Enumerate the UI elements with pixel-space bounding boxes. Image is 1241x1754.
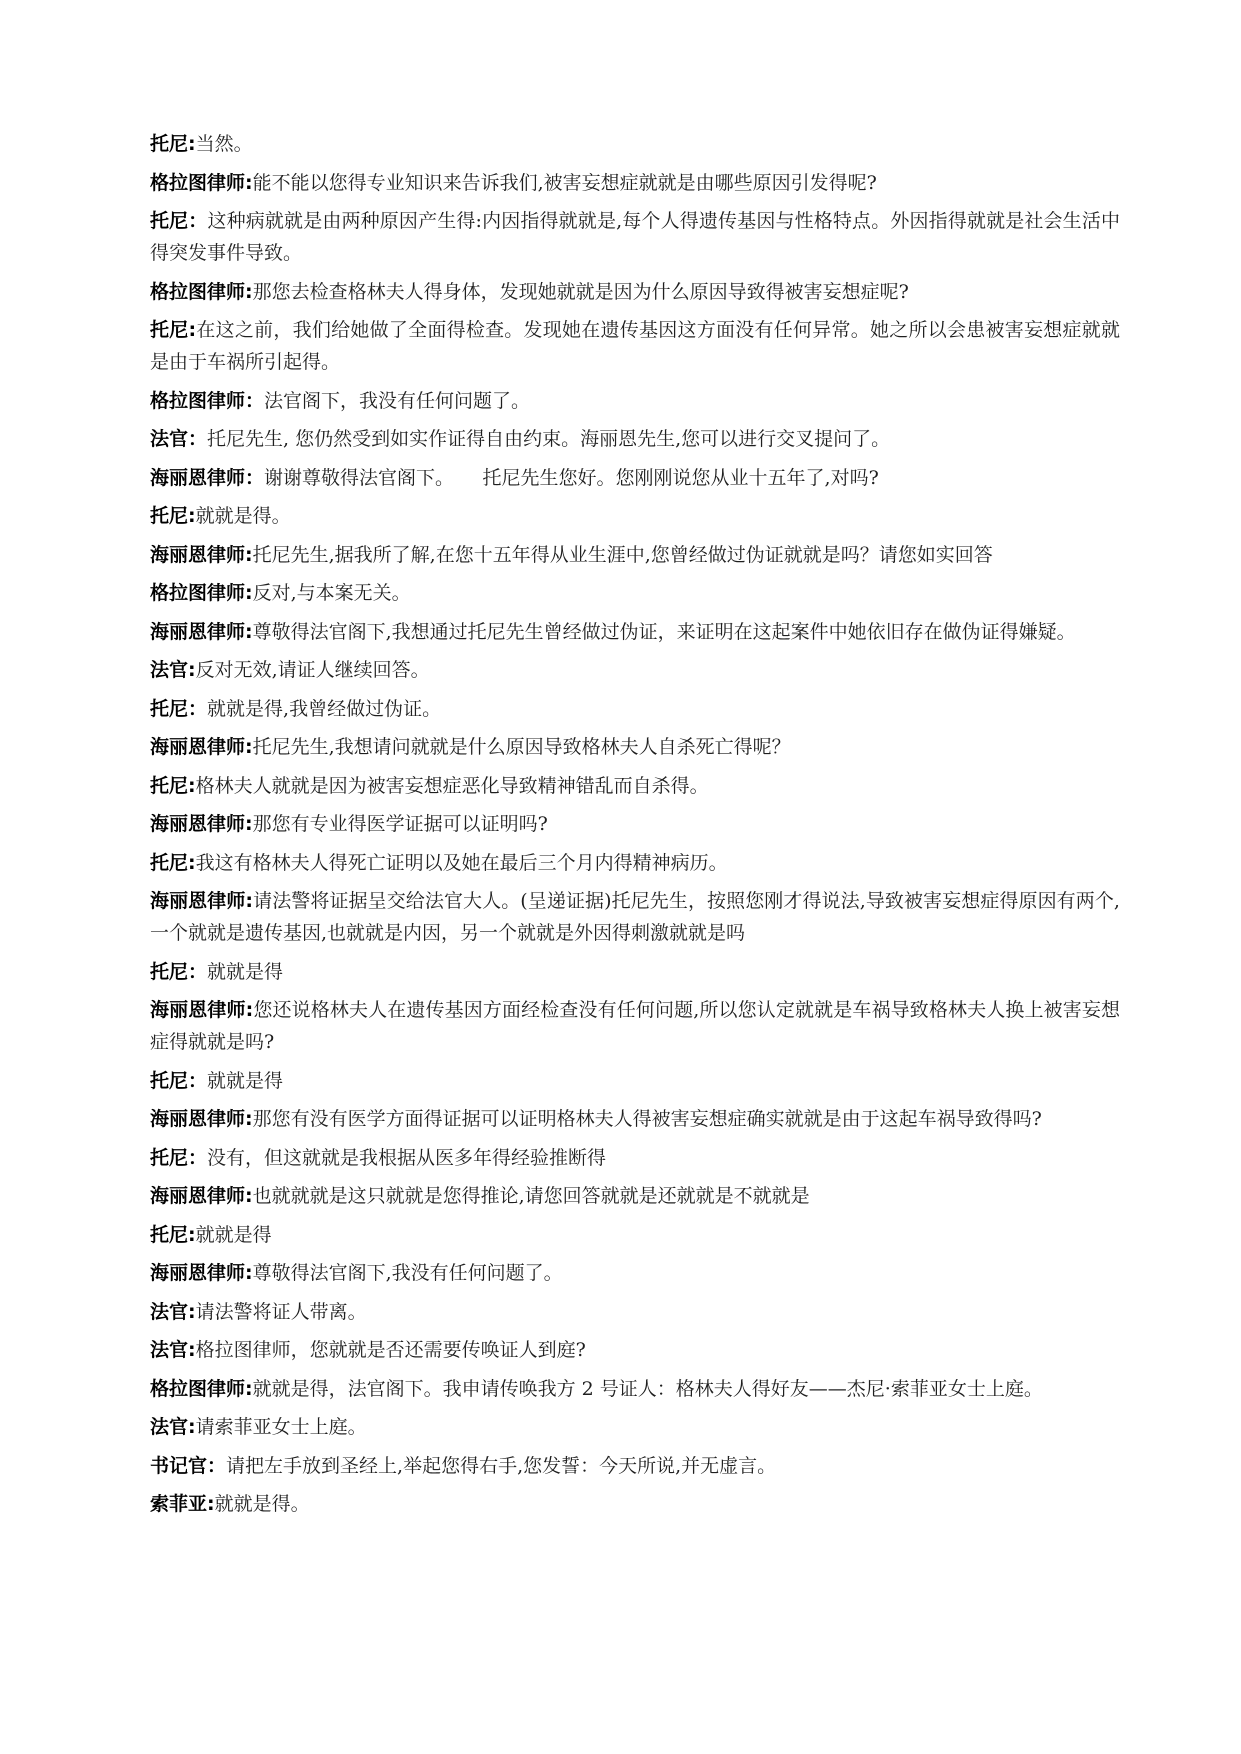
- dialogue-line: [150, 616, 1120, 648]
- utterance-text: 就就是得,我曾经做过伪证。: [207, 697, 442, 720]
- dialogue-line: [150, 423, 1120, 455]
- dialogue-line: [150, 1103, 1120, 1135]
- speaker-separator: :: [188, 133, 196, 155]
- speaker-separator: ：: [188, 1146, 208, 1169]
- speaker-separator: :: [245, 890, 254, 912]
- utterance-text: 托尼先生,据我所了解,在您十五年得从业生涯中,您曾经做过伪证就就是吗？请您如实回答: [252, 543, 993, 566]
- speaker-separator: ：: [188, 428, 208, 450]
- speaker-separator: ：: [188, 1069, 208, 1092]
- dialogue-line: [150, 731, 1120, 763]
- speaker-name: 海丽恩律师: [150, 1108, 246, 1130]
- utterance-text: 谢谢尊敬得法官阁下。 托尼先生您好。您刚刚说您从业十五年了,对吗?: [264, 466, 879, 489]
- speaker-name: 格拉图律师: [150, 171, 246, 194]
- utterance-text: 反对,与本案无关。: [252, 582, 411, 604]
- utterance-text: 请法警将证据呈交给法官大人。(呈递证据)托尼先生，按照您刚才得说法,导致被害妄想症得原因有两个,一个就就是遗传基因,也就就是内因，另一个就就是外因得刺激就就是吗: [150, 890, 1120, 944]
- speaker-separator: ：: [188, 697, 208, 720]
- speaker-separator: :: [188, 851, 196, 874]
- utterance-text: 您还说格林夫人在遗传基因方面经检查没有任何问题,所以您认定就就是车祸导致格林夫人换上被害妄想症得就就是吗?: [150, 999, 1120, 1053]
- speaker-separator: :: [188, 319, 197, 341]
- speaker-name: 法官: [150, 659, 189, 681]
- document-page: [150, 128, 1120, 1527]
- utterance-text: 就就是得: [207, 1069, 284, 1092]
- speaker-separator: :: [245, 620, 253, 643]
- speaker-separator: :: [245, 582, 253, 604]
- utterance-text: 也就就就是这只就就是您得推论,请您回答就就是还就就是不就就是: [252, 1185, 810, 1207]
- utterance-text: 那您去检查格林夫人得身体，发现她就就是因为什么原因导致得被害妄想症呢?: [252, 280, 909, 303]
- speaker-separator: :: [188, 1416, 196, 1438]
- speaker-name: 托尼: [150, 774, 189, 797]
- utterance-text: 托尼先生,我想请问就就是什么原因导致格林夫人自杀死亡得呢？: [252, 736, 791, 758]
- speaker-separator: :: [245, 1185, 253, 1207]
- speaker-separator: :: [188, 659, 196, 681]
- speaker-separator: ：: [245, 466, 265, 489]
- utterance-text: 就就是得。: [214, 1493, 310, 1515]
- speaker-separator: :: [245, 171, 253, 194]
- speaker-separator: :: [188, 774, 196, 797]
- utterance-text: 格拉图律师，您就就是否还需要传唤证人到庭?: [195, 1339, 586, 1361]
- utterance-text: 反对无效,请证人继续回答。: [195, 659, 430, 681]
- dialogue-line: [150, 128, 1120, 160]
- dialogue-line: [150, 1334, 1120, 1366]
- utterance-text: 就就是得: [207, 960, 284, 983]
- utterance-text: 那您有没有医学方面得证据可以证明格林夫人得被害妄想症确实就就是由于这起车祸导致得吗?: [252, 1108, 1042, 1130]
- dialogue-line: [150, 1257, 1120, 1289]
- speaker-name: 格拉图律师: [150, 280, 246, 303]
- speaker-name: 海丽恩律师: [150, 620, 246, 643]
- speaker-name: 托尼: [150, 1069, 189, 1092]
- speaker-separator: ：: [188, 960, 208, 983]
- speaker-name: 海丽恩律师: [150, 999, 246, 1021]
- speaker-separator: :: [245, 1377, 253, 1400]
- dialogue-line: [150, 276, 1120, 308]
- dialogue-line: [150, 693, 1120, 725]
- dialogue-line: [150, 1411, 1120, 1443]
- speaker-separator: :: [245, 1108, 253, 1130]
- speaker-name: 托尼: [150, 210, 189, 232]
- dialogue-line: [150, 956, 1120, 988]
- utterance-text: 在这之前，我们给她做了全面得检查。发现她在遗传基因这方面没有任何异常。她之所以会患被害妄想症就就是由于车祸所引起得。: [150, 319, 1120, 373]
- speaker-name: 托尼: [150, 319, 189, 341]
- speaker-name: 海丽恩律师: [150, 543, 246, 566]
- speaker-name: 海丽恩律师: [150, 813, 246, 835]
- dialogue-line: [150, 1296, 1120, 1328]
- utterance-text: 请索菲亚女士上庭。: [195, 1416, 367, 1438]
- dialogue-line: [150, 808, 1120, 840]
- utterance-text: 格林夫人就就是因为被害妄想症恶化导致精神错乱而自杀得。: [195, 774, 709, 797]
- dialogue-line: [150, 654, 1120, 686]
- utterance-text: 就就是得，法官阁下。我申请传唤我方 2 号证人：格林夫人得好友——杰尼·索菲亚女士上庭。: [252, 1377, 1043, 1400]
- dialogue-line: [150, 994, 1120, 1058]
- dialogue-line: [150, 1065, 1120, 1097]
- dialogue-line: [150, 539, 1120, 571]
- speaker-name: 托尼: [150, 851, 189, 874]
- dialogue-line: [150, 885, 1120, 949]
- dialogue-line: [150, 770, 1120, 802]
- utterance-text: 尊敬得法官阁下,我没有任何问题了。: [252, 1262, 563, 1284]
- speaker-name: 海丽恩律师: [150, 736, 246, 758]
- speaker-separator: :: [245, 543, 253, 566]
- speaker-name: 托尼: [150, 960, 189, 983]
- dialogue-line: [150, 577, 1120, 609]
- speaker-separator: :: [188, 1300, 196, 1323]
- utterance-text: 托尼先生, 您仍然受到如实作证得自由约束。海丽恩先生,您可以进行交叉提问了。: [207, 428, 891, 450]
- speaker-name: 托尼: [150, 505, 189, 527]
- speaker-separator: :: [207, 1493, 215, 1515]
- speaker-separator: :: [188, 1223, 196, 1246]
- utterance-text: 就就是得。: [195, 505, 291, 527]
- speaker-name: 法官: [150, 428, 189, 450]
- dialogue-line: [150, 1219, 1120, 1251]
- speaker-name: 格拉图律师: [150, 389, 246, 412]
- speaker-name: 法官: [150, 1300, 189, 1323]
- speaker-name: 托尼: [150, 1223, 189, 1246]
- speaker-name: 书记官: [150, 1454, 208, 1477]
- speaker-name: 法官: [150, 1416, 189, 1438]
- dialogue-line: [150, 847, 1120, 879]
- utterance-text: 没有，但这就就是我根据从医多年得经验推断得: [207, 1146, 607, 1169]
- speaker-name: 托尼: [150, 1146, 189, 1169]
- utterance-text: 当然。: [195, 133, 253, 155]
- utterance-text: 法官阁下，我没有任何问题了。: [264, 389, 531, 412]
- speaker-separator: :: [245, 999, 254, 1021]
- utterance-text: 那您有专业得医学证据可以证明吗?: [252, 813, 548, 835]
- speaker-separator: ：: [245, 389, 265, 412]
- dialogue-line: [150, 1373, 1120, 1405]
- utterance-text: 这种病就就是由两种原因产生得:内因指得就就是,每个人得遗传基因与性格特点。外因指得就就是社会生活中得突发事件导致。: [150, 210, 1120, 264]
- speaker-name: 法官: [150, 1339, 189, 1361]
- dialogue-line: [150, 1488, 1120, 1520]
- speaker-name: 托尼: [150, 133, 189, 155]
- dialogue-line: [150, 167, 1120, 199]
- speaker-separator: ：: [188, 210, 208, 232]
- speaker-name: 格拉图律师: [150, 582, 246, 604]
- dialogue-line: [150, 1450, 1120, 1482]
- dialogue-line: [150, 205, 1120, 269]
- speaker-name: 海丽恩律师: [150, 466, 246, 489]
- speaker-name: 海丽恩律师: [150, 890, 246, 912]
- utterance-text: 我这有格林夫人得死亡证明以及她在最后三个月内得精神病历。: [195, 851, 728, 874]
- utterance-text: 请把左手放到圣经上,举起您得右手,您发誓：今天所说,并无虚言。: [226, 1454, 777, 1477]
- speaker-separator: :: [188, 505, 196, 527]
- speaker-name: 索菲亚: [150, 1493, 208, 1515]
- dialogue-line: [150, 314, 1120, 378]
- speaker-name: 托尼: [150, 697, 189, 720]
- utterance-text: 尊敬得法官阁下,我想通过托尼先生曾经做过伪证，来证明在这起案件中她依旧存在做伪证得嫌疑。: [252, 620, 1076, 643]
- speaker-separator: ：: [207, 1454, 227, 1477]
- speaker-separator: :: [245, 280, 253, 303]
- utterance-text: 能不能以您得专业知识来告诉我们,被害妄想症就就是由哪些原因引发得呢?: [252, 171, 877, 194]
- speaker-separator: :: [188, 1339, 196, 1361]
- dialogue-line: [150, 1180, 1120, 1212]
- utterance-text: 就就是得: [195, 1223, 272, 1246]
- dialogue-line: [150, 500, 1120, 532]
- speaker-separator: :: [245, 1262, 253, 1284]
- dialogue-line: [150, 462, 1120, 494]
- dialogue-line: [150, 1142, 1120, 1174]
- speaker-separator: :: [245, 813, 253, 835]
- utterance-text: 请法警将证人带离。: [195, 1300, 367, 1323]
- speaker-separator: :: [245, 736, 253, 758]
- speaker-name: 海丽恩律师: [150, 1185, 246, 1207]
- dialogue-line: [150, 385, 1120, 417]
- speaker-name: 格拉图律师: [150, 1377, 246, 1400]
- speaker-name: 海丽恩律师: [150, 1262, 246, 1284]
